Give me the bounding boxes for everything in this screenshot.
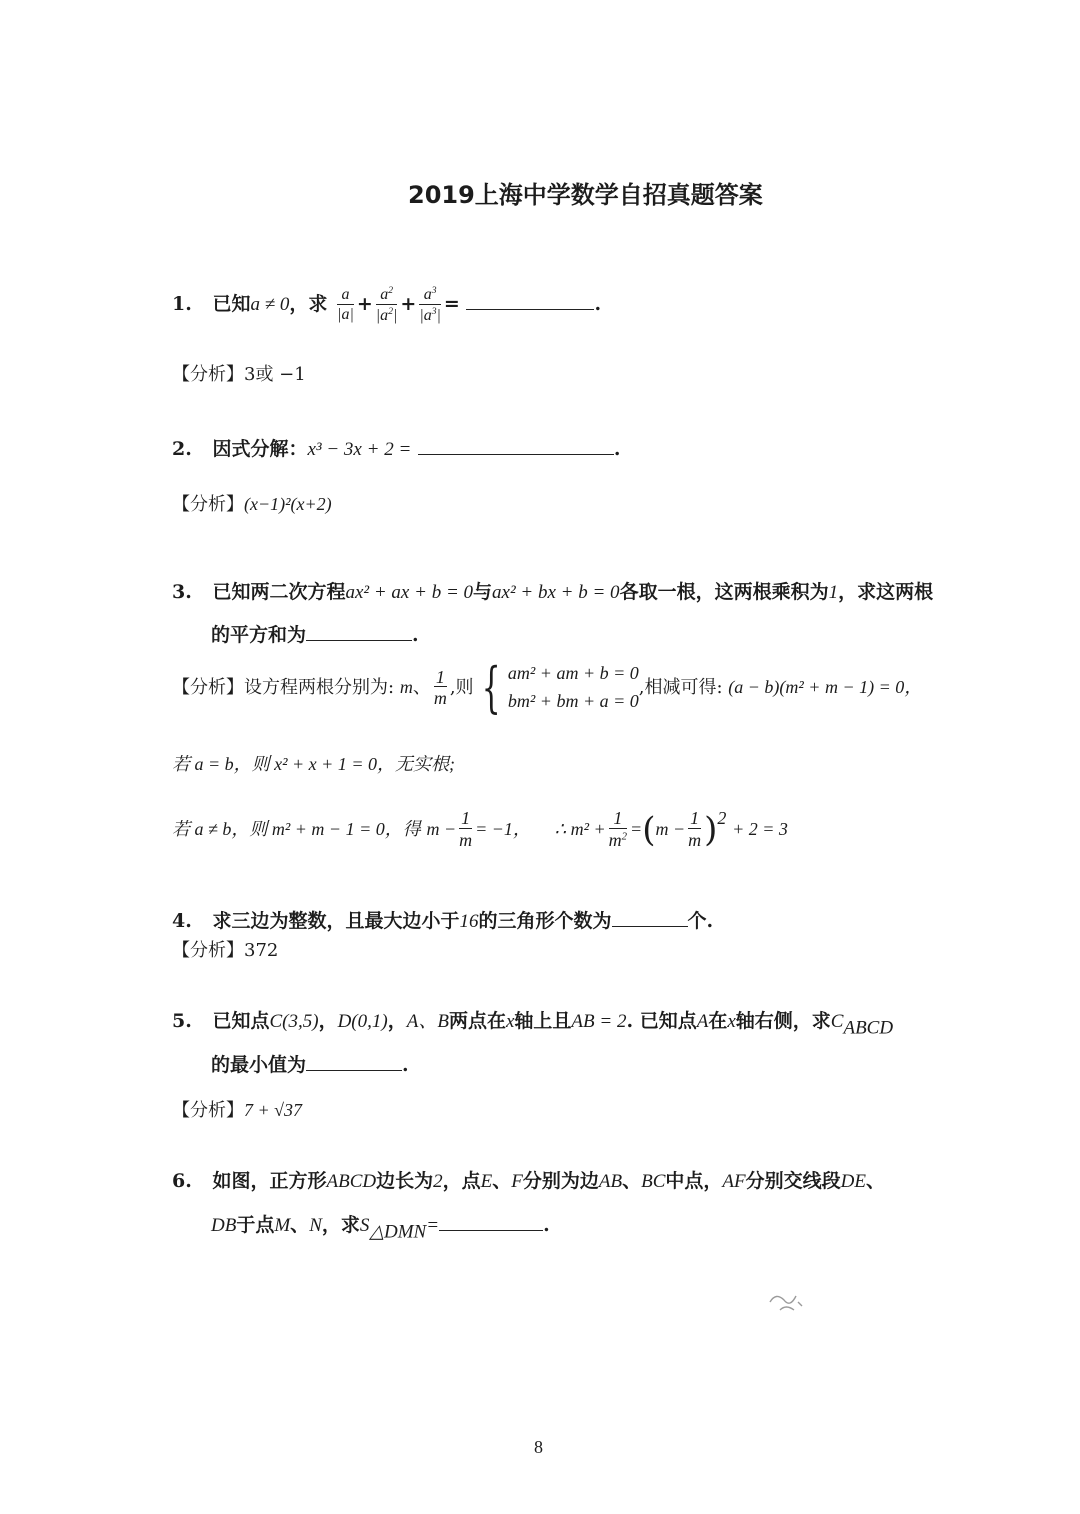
answer-2: 【分析】(x−1)²(x+2) (172, 494, 332, 515)
answer-3-line3: 若 a ≠ b，则 m² + m − 1 = 0，得 m − $\frac{1}{m}$ = −1， ∴ m² + $\frac{1}{m^2}$ =(m − $\frac{1}{m}$ )$^2$ + 2 = 3 (172, 808, 788, 851)
question-3: 3. 已知两二次方程ax² + ax + b = 0与ax² + bx + b = 0各取一根，这两根乘积为1，求这两根 (172, 581, 934, 603)
page-title: 2019上海中学数学自招真题答案 (408, 181, 763, 209)
answer-3-line1: 【分析】设方程两根分别为: m、 $\frac{1}{m}$ ,则 { am² + am + b = 0 bm² + bm + a = 0 ,相减可得: (a − b)(m² + m − 1) = 0， (172, 655, 923, 719)
question-6: 6. 如图，正方形ABCD边长为2，点E、F分别为边AB、BC中点，AF分别交线段DE、 (172, 1170, 885, 1192)
answer-3-line2: 若 a = b，则 x² + x + 1 = 0，无实根; (172, 754, 455, 774)
watermark-mark (766, 1288, 806, 1316)
answer-4: 【分析】372 (172, 940, 279, 961)
question-3-line2: 的平方和为 . (211, 624, 419, 646)
question-5-line2: 的最小值为 . (211, 1054, 409, 1076)
question-4: 4. 求三边为整数，且最大边小于16的三角形个数为 个. (172, 910, 714, 932)
answer-1: 【分析】3或 −1 (172, 364, 306, 385)
question-2: 2. 因式分解：x³ − 3x + 2 = . (172, 438, 621, 460)
question-6-line2: DB于点M、N，求$S_{\triangle DMN}=$ . (211, 1214, 550, 1243)
question-1: 1. 已知a ≠ 0，求 $\frac{a}{|a|}$ + $\frac{a^2}{|a^2|}$ + $\frac{a^3}{|a^3|}$ = . (172, 285, 602, 324)
question-number: 1. (172, 293, 192, 316)
answer-5: 【分析】7 + √37 (172, 1100, 303, 1121)
page-number: 8 (534, 1437, 543, 1457)
question-5: 5. 已知点C(3,5)，D(0,1)，A、B两点在x轴上且AB = 2. 已知点A在x轴右侧，求$C_{ABCD}$ (172, 1010, 894, 1039)
